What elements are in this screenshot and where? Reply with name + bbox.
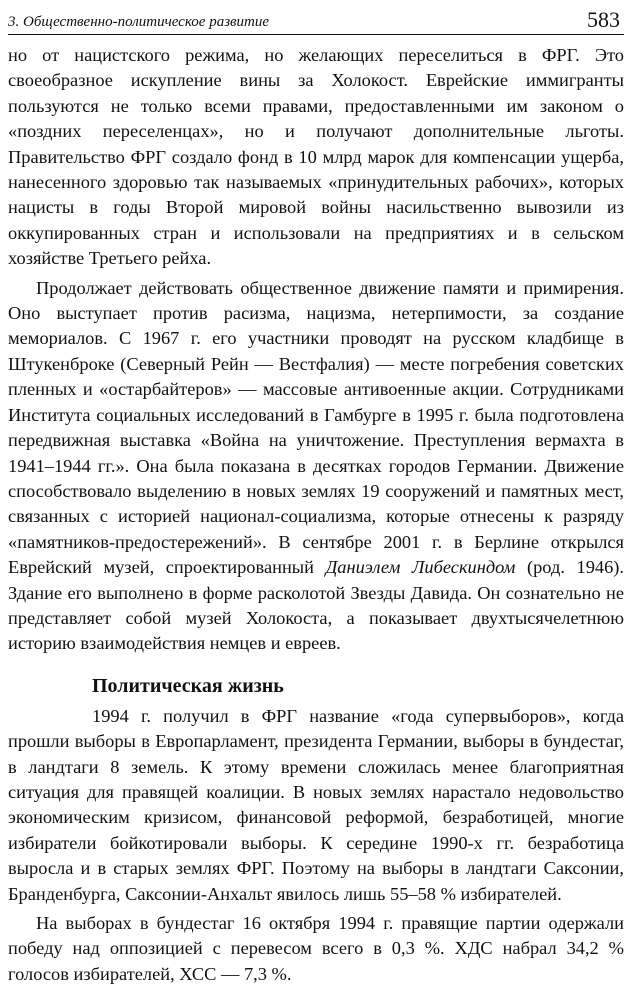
paragraph-2-text: Продолжает действовать общественное движение памяти и примирения. Оно выступает против расизма, нацизма, нетерпимости, за создание мемориалов. С 1967 г. его участники проводят на русском кладбище в Штукенброке (Северный Рейн — Вестфалия) — месте погребения советских пленных и «остарбайтеров» — массовые антивоенные акции. Сотрудниками Института социальных исследований в Гамбурге в 1995 г. была подготовлена передвижная выставка «Война на уничтожение. Преступления вермахта в 1941–1944 гг.». Она была показана в десятках городов Германии. Движение способствовало выделению в новых землях 19 сооружений и памятных мест, связанных с историей национал-социализма, которые отнесены к разряду «памятников-предостережений». В сентябре 2001 г. в Берлине открылся Еврейский музей, спроектированный <box>8 277 624 578</box>
page-number: 583 <box>587 7 620 32</box>
paragraph-2-tail: (род. 1946). Здание его выполнено в форме расколотой Звезды Давида. Он сознательно не представляет собой музей Холокоста, а показывает двухтысячелетнюю историю взаимодействия немцев и евреев. <box>8 557 625 654</box>
running-head: 3. Общественно-политическое развитие <box>8 14 270 30</box>
page-header <box>8 0 624 35</box>
section-title: Политическая жизнь <box>92 674 284 697</box>
paragraph-1: но от нацистского режима, но желающих переселиться в ФРГ. Это своеобразное искупление вины за Холокост. Еврейские иммигранты пользуются не только всеми правами, предоставленными им законом о «поздних переселенцах», но и получают дополнительные льготы. Правительство ФРГ создало фонд в 10 млрд марок для компенсации ущерба, нанесенного здоровью так называемых «принудительных рабочих», которых нацисты в годы Второй мировой войны насильственно вывозили из оккупированных стран и использовали на предприятиях и в сельском хозяйстве Третьего рейха. <box>8 45 624 269</box>
paragraph-3: 1994 г. получил в ФРГ название «года супервыборов», когда прошли выборы в Европарламент, президента Германии, выборы в бундестаг, в ландтаги 8 земель. К этому времени сложилась менее благоприятная ситуация для правящей коалиции. В новых землях нарастало недовольство экономическим кризисом, финансовой реформой, безработицей, многие избиратели бойкотировали выборы. К середине 1990-х гг. безработица выросла и в старых землях ФРГ. Поэтому на выборы в ландтаги Саксонии, Бранденбурга, Саксонии-Анхальт явилось лишь 55–58 % избирателей. <box>8 705 624 904</box>
paragraph-4: На выборах в бундестаг 16 октября 1994 г. правящие партии одержали победу над оппозицией с перевесом всего в 0,3 %. ХДС набрал 34,2 % голосов избирателей, ХСС — 7,3 %. <box>8 913 624 984</box>
paragraph-2 <box>8 276 624 657</box>
architect-name: Даниэлем Либескиндом <box>325 557 516 578</box>
